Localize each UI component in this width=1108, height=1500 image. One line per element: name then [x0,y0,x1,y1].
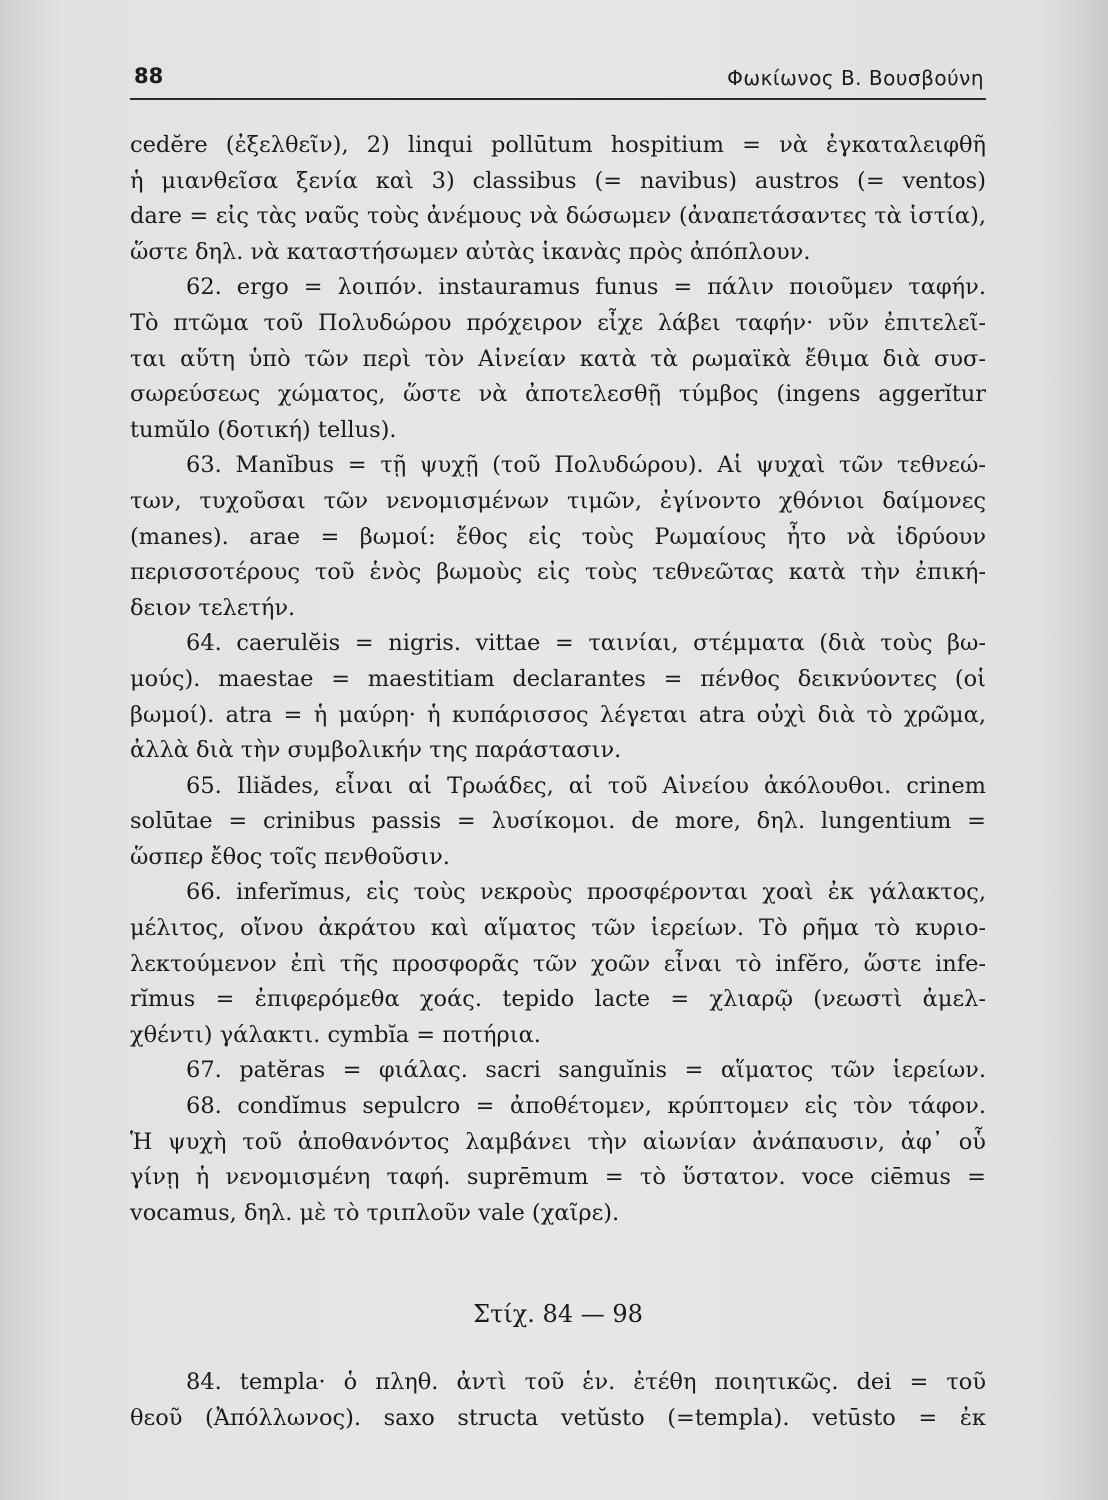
text-line: vocamus, δηλ. μὲ τὸ τριπλοῦν vale (χαῖρε). [130,1199,620,1226]
text-line: ται αὕτη ὑπὸ τῶν περὶ τὸν Αἰνείαν κατὰ τὰ ρωμαϊκὰ ἔθιμα διὰ συσ- [130,345,986,372]
text-line: 65. Iliădes, εἶναι αἱ Τρωάδες, αἱ τοῦ Αἰνείου ἀκόλουθοι. crinem [186,772,986,799]
text-line: 67. patĕras = φιάλας. sacri sanguĭnis = αἵματος τῶν ἱερείων. [186,1057,986,1084]
text-line: δειον τελετήν. [130,594,296,621]
text-line: λεκτούμενον ἐπὶ τῆς προσφορᾶς τῶν χοῶν εἶναι τὸ infĕro, ὥστε infe- [130,950,986,977]
page-number: 88 [134,64,164,88]
text-line: tumŭlo (δοτική) tellus). [130,416,397,443]
text-line: χθέντι) γάλακτι. cymbĭa = ποτήρια. [130,1021,541,1048]
section-heading: Στίχ. 84 — 98 [473,1300,643,1328]
text-line: περισσοτέρους τοῦ ἑνὸς βωμοὺς εἰς τοὺς τεθνεῶτας κατὰ τὴν ἐπική- [130,559,986,586]
tail-text [130,1365,986,1436]
text-line: cedĕre (ἐξελθεῖν), 2) linqui pollūtum hospitium = νὰ ἐγκαταλειφθῆ [130,132,986,158]
text-line: 62. ergo = λοιπόν. instauramus funus = πάλιν ποιοῦμεν ταφήν. [186,274,986,301]
text-line: μούς). maestae = maestitiam declarantes = πένθος δεικνύοντες (οἱ [130,665,986,692]
running-head: Φωκίωνος Β. Βουσβούνη [727,66,984,90]
text-line: 66. inferĭmus, εἰς τοὺς νεκροὺς προσφέρονται χοαὶ ἐκ γάλακτος, [186,879,986,906]
text-line: Ἡ ψυχὴ τοῦ ἀποθανόντος λαμβάνει τὴν αἰωνίαν ἀνάπαυσιν, ἀφ᾿ οὗ [130,1128,986,1155]
text-line: (manes). arae = βωμοί: ἔθος εἰς τοὺς Ρωμαίους ἦτο νὰ ἱδρύουν [130,523,986,550]
text-line: Τὸ πτῶμα τοῦ Πολυδώρου πρόχειρον εἶχε λάβει ταφήν· νῦν ἐπιτελεῖ- [130,309,986,336]
text-line: των, τυχοῦσαι τῶν νενομισμένων τιμῶν, ἐγίνοντο χθόνιοι δαίμονες [130,487,986,514]
text-line: ὥσπερ ἔθος τοῖς πενθοῦσιν. [130,843,450,870]
text-line: solūtae = crinibus passis = λυσίκομοι. de more, δηλ. lungentium = [130,808,986,835]
text-line: rĭmus = ἐπιφερόμεθα χοάς. tepido lacte = χλιαρῷ (νεωστὶ ἀμελ- [130,986,986,1013]
text-line: σωρεύσεως χώματος, ὥστε νὰ ἀποτελεσθῇ τύμβος (ingens aggerĭtur [130,381,986,408]
text-line: ἡ μιανθεῖσα ξενία καὶ 3) classibus (= navibus) austros (= ventos) [130,167,986,194]
text-line: 64. caerulĕis = nigris. vittae = ταινίαι, στέμματα (διὰ τοὺς βω- [186,630,986,657]
body-text [130,128,986,1231]
page-header [130,58,986,100]
text-line: βωμοί). atra = ἡ μαύρη· ἡ κυπάρισσος λέγεται atra οὐχὶ διὰ τὸ χρῶμα, [130,701,986,728]
text-line: ὥστε δηλ. νὰ καταστήσωμεν αὐτὰς ἱκανὰς πρὸς ἀπόπλουν. [130,238,811,265]
text-line: 63. Manĭbus = τῇ ψυχῇ (τοῦ Πολυδώρου). Αἱ ψυχαὶ τῶν τεθνεώ- [186,452,986,479]
text-line: μέλιτος, οἴνου ἀκράτου καὶ αἵματος τῶν ἱερείων. Τὸ ρῆμα τὸ κυριο- [130,915,986,942]
text-line: θεοῦ (Ἀπόλλωνος). saxo structa vetŭsto (=templa). vetūsto = ἐκ [130,1404,986,1431]
text-line: 68. condĭmus sepulcro = ἀποθέτομεν, κρύπτομεν εἰς τὸν τάφον. [186,1093,986,1120]
text-line: 84. templa· ὁ πληθ. ἀντὶ τοῦ ἑν. ἐτέθη ποιητικῶς. dei = τοῦ [186,1369,986,1395]
text-line: dare = εἰς τὰς ναῦς τοὺς ἀνέμους νὰ δώσωμεν (ἀναπετάσαντες τὰ ἱστία), [130,203,986,230]
text-line: γίνῃ ἡ νενομισμένη ταφή. suprēmum = τὸ ὕστατον. voce ciēmus = [130,1164,986,1191]
text-line: ἀλλὰ διὰ τὴν συμβολικήν της παράστασιν. [130,737,622,764]
